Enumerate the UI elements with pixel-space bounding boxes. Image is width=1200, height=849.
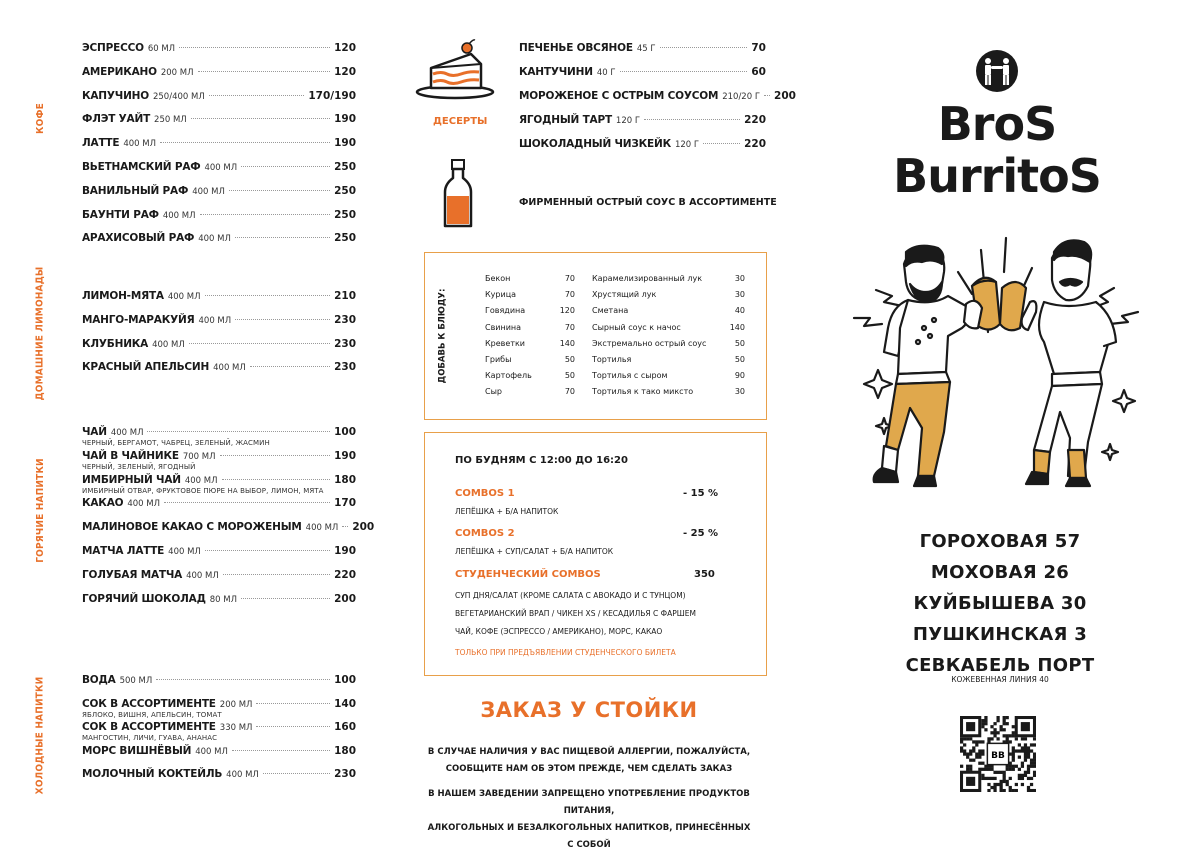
leader-dots [147, 431, 330, 432]
item-price: 190 [334, 545, 356, 557]
bros-logo-icon [971, 49, 1023, 93]
addons-left-list [485, 271, 575, 401]
item-name: МОРС ВИШНЁВЫЙ [82, 744, 192, 757]
two-men-burritos-illustration [838, 232, 1158, 494]
addon-item [592, 352, 745, 368]
item-price: 230 [334, 337, 356, 350]
item-name: ВОДА [82, 674, 116, 686]
addons-box [424, 252, 767, 420]
item-price: 220 [744, 138, 766, 150]
item-description: ЯБЛОКО, ВИШНЯ, АПЕЛЬСИН, ТОМАТ [82, 710, 222, 719]
leader-dots [229, 190, 330, 191]
addon-price: 50 [564, 354, 575, 364]
combo-1-discount: - 15 % [683, 488, 719, 499]
leader-dots [644, 119, 740, 120]
combos-header: ПО БУДНЯМ С 12:00 ДО 16:20 [455, 455, 628, 466]
item-price: 190 [334, 449, 356, 462]
item-quantity: 400 МЛ [184, 475, 218, 486]
item-quantity: 400 МЛ [192, 186, 225, 197]
menu-item [82, 450, 356, 471]
item-name: КЛУБНИКА [82, 337, 149, 350]
qr-code[interactable] [960, 716, 1036, 792]
menu-item [82, 426, 356, 447]
item-description: ЧЕРНЫЙ, БЕРГАМОТ, ЧАБРЕЦ, ЗЕЛЕНЫЙ, ЖАСМИН [82, 439, 270, 447]
item-quantity: 400 МЛ [213, 363, 246, 374]
item-name: МАТЧА ЛАТТЕ [82, 545, 165, 557]
item-name: ФЛЭТ УАЙТ [82, 113, 151, 126]
order-title: ЗАКАЗ У СТОЙКИ [480, 698, 698, 722]
address-line: ГОРОХОВАЯ 57 [919, 531, 1081, 552]
item-price: 220 [744, 114, 766, 126]
leader-dots [764, 95, 770, 96]
leader-dots [164, 502, 330, 503]
item-name: КАПУЧИНО [82, 89, 149, 102]
item-name: ЧАЙ [82, 426, 107, 438]
student-combo-name: СТУДЕНЧЕСКИЙ COMBOS [455, 569, 601, 580]
addon-item [485, 271, 575, 287]
addon-price: 120 [559, 306, 575, 316]
menu-item [82, 209, 356, 221]
addon-price: 70 [564, 274, 575, 283]
leader-dots [156, 679, 330, 680]
leader-dots [235, 319, 330, 320]
menu-item [82, 90, 356, 102]
item-quantity: 500 МЛ [119, 676, 153, 686]
menu-item [82, 137, 356, 149]
menu-item [82, 745, 356, 757]
item-quantity: 400 МЛ [305, 523, 339, 534]
addon-name: Экстремально острый соус [592, 338, 707, 348]
leader-dots [256, 703, 330, 704]
desserts-label: ДЕСЕРТЫ [433, 116, 488, 127]
leader-dots [209, 95, 305, 96]
leader-dots [189, 343, 330, 344]
item-price: 220 [334, 568, 356, 581]
leader-dots [200, 214, 331, 215]
addon-item [485, 287, 575, 303]
menu-item [82, 185, 356, 197]
menu-item [82, 521, 375, 534]
item-price: 170/190 [308, 89, 356, 102]
leader-dots [205, 550, 330, 551]
leader-dots [342, 526, 348, 527]
item-price: 230 [334, 313, 356, 326]
student-combo-line-2: ВЕГЕТАРИАНСКИЙ ВРАП / ЧИКЕН XS / КЕСАДИЛЬЯ С ФАРШЕМ [455, 609, 696, 618]
addon-name: Говядина [485, 306, 526, 316]
item-name: ВАНИЛЬНЫЙ РАФ [82, 184, 189, 197]
item-quantity: 400 МЛ [198, 315, 232, 326]
addon-name: Сырный соус к начос [592, 322, 681, 332]
leader-dots [620, 71, 748, 72]
item-quantity: 400 МЛ [167, 292, 201, 302]
addresses-list [900, 526, 1100, 681]
item-price: 200 [334, 592, 356, 605]
item-price: 190 [334, 137, 356, 150]
combos-box [424, 432, 767, 676]
addon-item [485, 384, 575, 400]
item-name: ВЬЕТНАМСКИЙ РАФ [82, 161, 201, 173]
item-quantity: 45 Г [636, 44, 656, 54]
addon-name: Грибы [485, 354, 512, 364]
item-name: ПЕЧЕНЬЕ ОВСЯНОЕ [519, 42, 633, 54]
addon-name: Картофель [485, 371, 532, 381]
item-quantity: 400 МЛ [152, 339, 185, 350]
item-description: МАНГОСТИН, ЛИЧИ, ГУАВА, АНАНАС [82, 734, 218, 742]
addon-item [485, 352, 575, 368]
item-price: 210 [334, 290, 356, 302]
item-name: КРАСНЫЙ АПЕЛЬСИН [82, 361, 210, 374]
addon-name: Тортилья [592, 354, 632, 364]
combo-2-discount: - 25 % [683, 528, 719, 539]
addon-item [592, 336, 745, 352]
item-name: МОРОЖЕНОЕ С ОСТРЫМ СОУСОМ [519, 90, 719, 102]
menu-item [82, 593, 356, 605]
menu-item [82, 497, 356, 509]
menu-item [82, 42, 356, 54]
item-quantity: 400 МЛ [162, 210, 196, 221]
item-name: МАНГО-МАРАКУЙЯ [82, 313, 195, 326]
item-description: ИМБИРНЫЙ ОТВАР, ФРУКТОВОЕ ПЮРЕ НА ВЫБОР, ЛИМОН, МЯТА [82, 486, 324, 495]
addon-price: 40 [734, 306, 745, 316]
section-label-coffee: КОФЕ [34, 102, 46, 134]
leader-dots [250, 366, 330, 367]
item-name: КАНТУЧИНИ [519, 66, 593, 78]
addon-name: Тортилья с сыром [592, 371, 668, 381]
item-price: 180 [334, 473, 356, 486]
menu-item [82, 698, 356, 719]
student-combo-line-1: СУП ДНЯ/САЛАТ (КРОМЕ САЛАТА С АВОКАДО И С ТУНЦОМ) [455, 591, 686, 600]
item-quantity: 400 МЛ [168, 547, 201, 557]
leader-dots [235, 237, 330, 238]
item-quantity: 250/400 МЛ [152, 91, 205, 102]
leader-dots [223, 574, 330, 575]
item-price: 170 [334, 497, 356, 510]
item-name: АРАХИСОВЫЙ РАФ [82, 232, 195, 245]
addon-name: Сметана [592, 306, 629, 316]
menu-item [82, 768, 356, 780]
addon-item [592, 271, 745, 287]
addon-item [592, 320, 745, 336]
menu-item [82, 232, 356, 244]
signature-sauce-text: ФИРМЕННЫЙ ОСТРЫЙ СОУС В АССОРТИМЕНТЕ [519, 197, 777, 208]
addon-price: 30 [734, 274, 745, 283]
item-price: 160 [334, 721, 356, 733]
cake-icon [415, 38, 495, 102]
menu-item [82, 314, 356, 326]
item-price: 250 [334, 208, 356, 221]
leader-dots [179, 47, 330, 48]
leader-dots [660, 47, 748, 48]
item-quantity: 200 МЛ [219, 699, 253, 710]
addon-price: 50 [734, 338, 745, 348]
item-name: ГОРЯЧИЙ ШОКОЛАД [82, 592, 206, 605]
addon-name: Тортилья к тако миксто [592, 387, 694, 397]
hot-sauce-bottle-icon [441, 158, 475, 230]
menu-item [82, 338, 356, 350]
addon-price: 140 [729, 322, 745, 332]
outside-food-notice: В НАШЕМ ЗАВЕДЕНИИ ЗАПРЕЩЕНО УПОТРЕБЛЕНИЕ ПРОДУКТОВ ПИТАНИЯ, АЛКОГОЛЬНЫХ И БЕЗАЛКОГОЛЬНЫХ НАПИТКОВ, ПРИНЕСЁННЫХ С СОБОЙ [427, 789, 751, 849]
addon-name: Креветки [485, 338, 526, 348]
item-price: 60 [751, 66, 766, 78]
addon-name: Свинина [485, 322, 522, 332]
item-quantity: 250 МЛ [154, 115, 187, 126]
item-name: МАЛИНОВОЕ КАКАО С МОРОЖЕНЫМ [82, 521, 302, 534]
menu-item [82, 721, 356, 742]
item-quantity: 60 МЛ [147, 44, 176, 54]
item-name: ЯГОДНЫЙ ТАРТ [519, 114, 612, 126]
addon-name: Бекон [485, 274, 511, 283]
item-price: 230 [334, 361, 356, 374]
leader-dots [205, 295, 331, 296]
item-price: 140 [334, 697, 356, 710]
item-quantity: 40 Г [596, 68, 616, 78]
item-quantity: 80 МЛ [209, 594, 237, 605]
item-name: МОЛОЧНЫЙ КОКТЕЙЛЬ [82, 768, 223, 780]
item-price: 190 [334, 113, 356, 126]
item-name: ЭСПРЕССО [82, 42, 144, 54]
student-combo-price: 350 [694, 569, 715, 580]
item-name: СОК В АССОРТИМЕНТЕ [82, 697, 216, 710]
combo-1-desc: ЛЕПЁШКА + Б/А НАПИТОК [455, 507, 559, 516]
menu-item [519, 42, 766, 54]
item-name: КАКАО [82, 497, 124, 510]
menu-item [82, 113, 356, 125]
menu-item [82, 290, 356, 302]
menu-item [519, 138, 766, 150]
menu-item [82, 361, 356, 373]
addon-item [592, 368, 745, 384]
item-name: ШОКОЛАДНЫЙ ЧИЗКЕЙК [519, 138, 671, 150]
item-quantity: 120 Г [615, 116, 641, 126]
addon-item [592, 287, 745, 303]
item-quantity: 330 МЛ [219, 723, 253, 733]
item-price: 200 [774, 90, 796, 102]
item-quantity: 200 МЛ [160, 67, 194, 78]
item-price: 70 [751, 42, 766, 54]
item-price: 100 [334, 674, 356, 686]
item-name: ЛИМОН-МЯТА [82, 290, 164, 302]
addon-price: 140 [559, 338, 575, 348]
addon-price: 70 [564, 322, 575, 332]
addon-price: 50 [734, 354, 745, 364]
item-name: ЧАЙ В ЧАЙНИКЕ [82, 449, 179, 462]
qr-label: BB [991, 751, 1005, 761]
item-description: ЧЕРНЫЙ, ЗЕЛЕНЫЙ, ЯГОДНЫЙ [82, 462, 196, 471]
item-price: 230 [334, 768, 356, 780]
addon-item [592, 384, 745, 400]
leader-dots [263, 773, 330, 774]
item-name: ГОЛУБАЯ МАТЧА [82, 568, 183, 581]
leader-dots [256, 726, 330, 727]
leader-dots [222, 479, 331, 480]
leader-dots [241, 166, 330, 167]
section-label-lemonades: ДОМАШНИЕ ЛИМОНАДЫ [34, 266, 46, 400]
addon-name: Хрустящий лук [592, 290, 657, 300]
item-quantity: 400 МЛ [110, 428, 144, 438]
item-price: 200 [352, 521, 375, 534]
menu-item [519, 114, 766, 126]
item-price: 250 [334, 161, 356, 173]
student-combo-note: ТОЛЬКО ПРИ ПРЕДЪЯВЛЕНИИ СТУДЕНЧЕСКОГО БИЛЕТА [455, 648, 676, 657]
student-combo-line-3: ЧАЙ, КОФЕ (ЭСПРЕССО / АМЕРИКАНО), МОРС, КАКАО [455, 627, 663, 636]
item-name: СОК В АССОРТИМЕНТЕ [82, 721, 216, 733]
menu-item [519, 90, 796, 102]
menu-item [519, 66, 766, 78]
item-price: 100 [334, 426, 356, 438]
leader-dots [232, 750, 330, 751]
addon-price: 70 [564, 290, 575, 300]
item-quantity: 400 МЛ [123, 139, 157, 150]
addon-price: 50 [564, 371, 575, 381]
combo-2-name: COMBOS 2 [455, 528, 515, 539]
addon-item [485, 336, 575, 352]
item-price: 180 [334, 744, 356, 757]
item-quantity: 400 МЛ [195, 746, 228, 757]
menu-item [82, 674, 356, 686]
addon-price: 90 [734, 371, 745, 381]
leader-dots [198, 71, 331, 72]
item-quantity: 400 МЛ [127, 499, 160, 510]
section-label-hot: ГОРЯЧИЕ НАПИТКИ [34, 457, 46, 563]
address-line: МОХОВАЯ 26 [930, 562, 1070, 583]
item-price: 250 [334, 232, 356, 245]
item-quantity: 700 МЛ [182, 451, 216, 462]
addons-title: ДОБАВЬ К БЛЮДУ: [437, 288, 447, 384]
item-name: ЛАТТЕ [82, 137, 120, 150]
item-price: 120 [334, 65, 356, 78]
leader-dots [191, 118, 330, 119]
leader-dots [703, 143, 740, 144]
item-name: ИМБИРНЫЙ ЧАЙ [82, 473, 181, 486]
addon-item [592, 303, 745, 319]
leader-dots [241, 598, 330, 599]
item-quantity: 400 МЛ [198, 234, 231, 245]
addon-price: 30 [734, 290, 745, 300]
addon-name: Курица [485, 290, 517, 300]
address-line: ПУШКИНСКАЯ 3 [912, 624, 1088, 645]
leader-dots [220, 455, 331, 456]
address-note: КОЖЕВЕННАЯ ЛИНИЯ 40 [951, 675, 1049, 684]
addon-item [485, 320, 575, 336]
item-name: АМЕРИКАНО [82, 65, 157, 78]
addon-name: Карамелизированный лук [592, 274, 703, 283]
item-quantity: 210/20 Г [722, 92, 761, 102]
addon-item [485, 368, 575, 384]
menu-item [82, 569, 356, 581]
addon-item [485, 303, 575, 319]
item-name: БАУНТИ РАФ [82, 208, 159, 221]
addon-name: Сыр [485, 387, 502, 397]
menu-item [82, 474, 356, 495]
combo-2-desc: ЛЕПЁШКА + СУП/САЛАТ + Б/А НАПИТОК [455, 547, 614, 556]
menu-item [82, 545, 356, 557]
item-quantity: 400 МЛ [226, 770, 259, 780]
item-price: 120 [334, 42, 356, 54]
item-price: 250 [334, 184, 356, 197]
addons-right-list [592, 271, 745, 401]
allergy-notice: В СЛУЧАЕ НАЛИЧИЯ У ВАС ПИЩЕВОЙ АЛЛЕРГИИ, ПОЖАЛУЙСТА, СООБЩИТЕ НАМ ОБ ЭТОМ ПРЕЖДЕ, ЧЕМ СДЕЛАТЬ ЗАКАЗ [427, 747, 751, 774]
section-label-cold: ХОЛОДНЫЕ НАПИТКИ [34, 676, 46, 794]
menu-item [82, 161, 356, 173]
combo-1-name: COMBOS 1 [455, 488, 515, 499]
menu-item [82, 66, 356, 78]
item-quantity: 120 Г [674, 140, 700, 150]
address-line: КУЙБЫШЕВА 30 [913, 593, 1087, 614]
item-quantity: 400 МЛ [204, 163, 238, 173]
item-quantity: 400 МЛ [186, 570, 219, 581]
leader-dots [160, 142, 330, 143]
addon-price: 30 [734, 387, 745, 397]
addon-price: 70 [564, 387, 575, 397]
brand-name: BroS BurritoS [893, 97, 1101, 203]
address-line: СЕВКАБЕЛЬ ПОРТ [905, 655, 1095, 676]
